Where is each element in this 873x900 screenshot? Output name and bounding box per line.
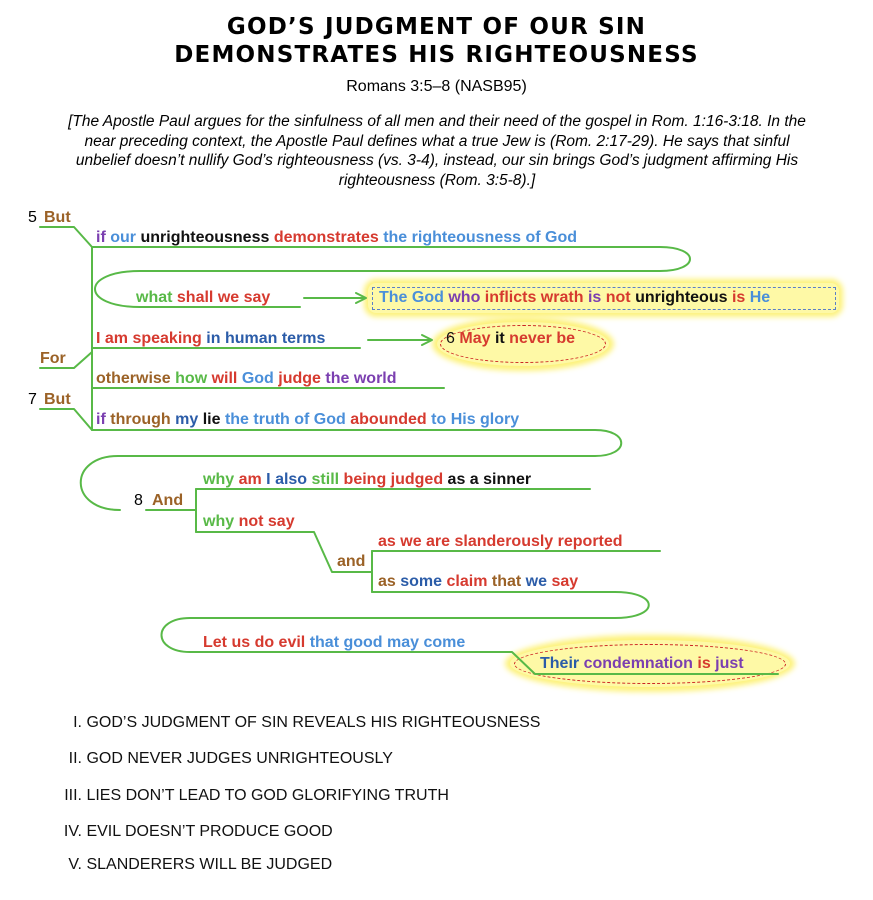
word: unrighteousness	[140, 229, 270, 246]
word: am	[238, 471, 262, 488]
word: may come	[387, 634, 466, 651]
word: as a sinner	[447, 471, 532, 488]
clause-l8	[378, 533, 623, 551]
word: it	[494, 330, 505, 347]
clause-l10-oval	[540, 655, 744, 673]
word: will	[211, 370, 238, 387]
outline-number: I.	[73, 714, 82, 731]
word: through	[110, 411, 171, 428]
outline-text: GOD’S JUDGMENT OF SIN REVEALS HIS RIGHTEOUSNESS	[86, 714, 541, 731]
verse-number-6: 6	[446, 330, 455, 347]
outline-text: EVIL DOESN’T PRODUCE GOOD	[86, 823, 333, 840]
word: why	[203, 471, 235, 488]
word: what	[136, 289, 173, 306]
verse-number-8: 8	[134, 492, 143, 509]
outline-number: IV.	[63, 823, 82, 840]
word: good	[343, 634, 383, 651]
outline-number: III.	[64, 787, 82, 804]
connector-but-7: But	[44, 391, 71, 408]
word: condemnation	[583, 655, 693, 672]
word: still	[311, 471, 340, 488]
word: our	[110, 229, 137, 246]
word: the truth of God	[224, 411, 346, 428]
outline-item-5	[58, 856, 332, 874]
word: as	[378, 573, 396, 590]
word: is	[587, 289, 602, 306]
word: if	[96, 411, 106, 428]
word: God	[241, 370, 274, 387]
clause-l7	[203, 513, 295, 531]
word: Their	[540, 655, 580, 672]
clause-l9	[378, 573, 578, 591]
word: Let us do evil	[203, 634, 306, 651]
connector-and-8: And	[152, 492, 184, 509]
word: also	[275, 471, 308, 488]
clause-l2-box	[379, 289, 770, 307]
page-title-line-2: DEMONSTRATES HIS RIGHTEOUSNESS	[174, 42, 699, 68]
word: not say	[238, 513, 295, 530]
clause-l3-oval	[446, 330, 575, 348]
word: as we are slanderously reported	[378, 533, 623, 550]
verse-number-7: 7	[28, 391, 37, 408]
word: just	[715, 655, 744, 672]
clause-l4	[96, 370, 397, 388]
clause-l5	[96, 411, 519, 429]
word: that	[491, 573, 522, 590]
outline-text: GOD NEVER JUDGES UNRIGHTEOUSLY	[86, 750, 393, 767]
word: never be	[509, 330, 575, 347]
word: to His glory	[431, 411, 520, 428]
word: inflicts wrath	[484, 289, 584, 306]
word: being judged	[343, 471, 444, 488]
outline-item-1	[58, 714, 540, 732]
word: who	[448, 289, 481, 306]
word: that	[309, 634, 340, 651]
page-title-line-1: GOD’S JUDGMENT OF OUR SIN	[226, 14, 647, 40]
clause-l10	[203, 634, 465, 652]
word: is	[697, 655, 711, 672]
outline-item-3	[58, 787, 449, 805]
word: say	[551, 573, 579, 590]
line-but-7	[40, 409, 92, 430]
connector-and: and	[337, 553, 366, 570]
word: judge	[278, 370, 321, 387]
word: if	[96, 229, 106, 246]
word: demonstrates	[273, 229, 379, 246]
word: is	[731, 289, 746, 306]
line-but-5	[40, 227, 92, 247]
outline-item-4	[58, 823, 333, 841]
clause-l3	[96, 330, 325, 348]
word: the righteousness of God	[383, 229, 577, 246]
clause-l6	[203, 471, 531, 489]
word: not	[605, 289, 631, 306]
word: human terms	[224, 330, 326, 347]
verse-number-5: 5	[28, 209, 37, 226]
outline-item-2	[58, 750, 393, 768]
word: in	[206, 330, 221, 347]
outline-text: SLANDERERS WILL BE JUDGED	[86, 856, 333, 873]
outline-text: LIES DON’T LEAD TO GOD GLORIFYING TRUTH	[86, 787, 449, 804]
connector-for: For	[40, 350, 66, 367]
word: lie	[202, 411, 221, 428]
outline-number: V.	[68, 856, 82, 873]
word: how	[175, 370, 208, 387]
word: shall we say	[176, 289, 271, 306]
scripture-reference: Romans 3:5–8 (NASB95)	[346, 78, 527, 95]
word: The God	[379, 289, 444, 306]
word: May	[459, 330, 491, 347]
word: abounded	[350, 411, 427, 428]
word: I am speaking	[96, 330, 202, 347]
clause-l2	[136, 289, 270, 307]
word: my	[175, 411, 199, 428]
connector-but-5: But	[44, 209, 71, 226]
word: unrighteous	[635, 289, 728, 306]
word: some	[400, 573, 443, 590]
outline-number: II.	[68, 750, 82, 767]
intro-paragraph: [The Apostle Paul argues for the sinfulness of all men and their need of the gospel in Rom. 1:16-3:18. In the near preceding context, the Apostle Paul defines what a true Jew is (Rom. 2:17-29). He says that sinful unbelief doesn’t nullify God’s righteousness (vs. 3-4), instead, our sin brings God’s judgment affirming His righteousness (Rom. 3:5-8).]	[68, 113, 806, 189]
clause-l1	[96, 229, 577, 247]
word: why	[203, 513, 235, 530]
word: the world	[325, 370, 397, 387]
word: we	[525, 573, 547, 590]
word: otherwise	[96, 370, 171, 387]
word: claim	[446, 573, 488, 590]
word: I	[266, 471, 271, 488]
word: He	[749, 289, 771, 306]
